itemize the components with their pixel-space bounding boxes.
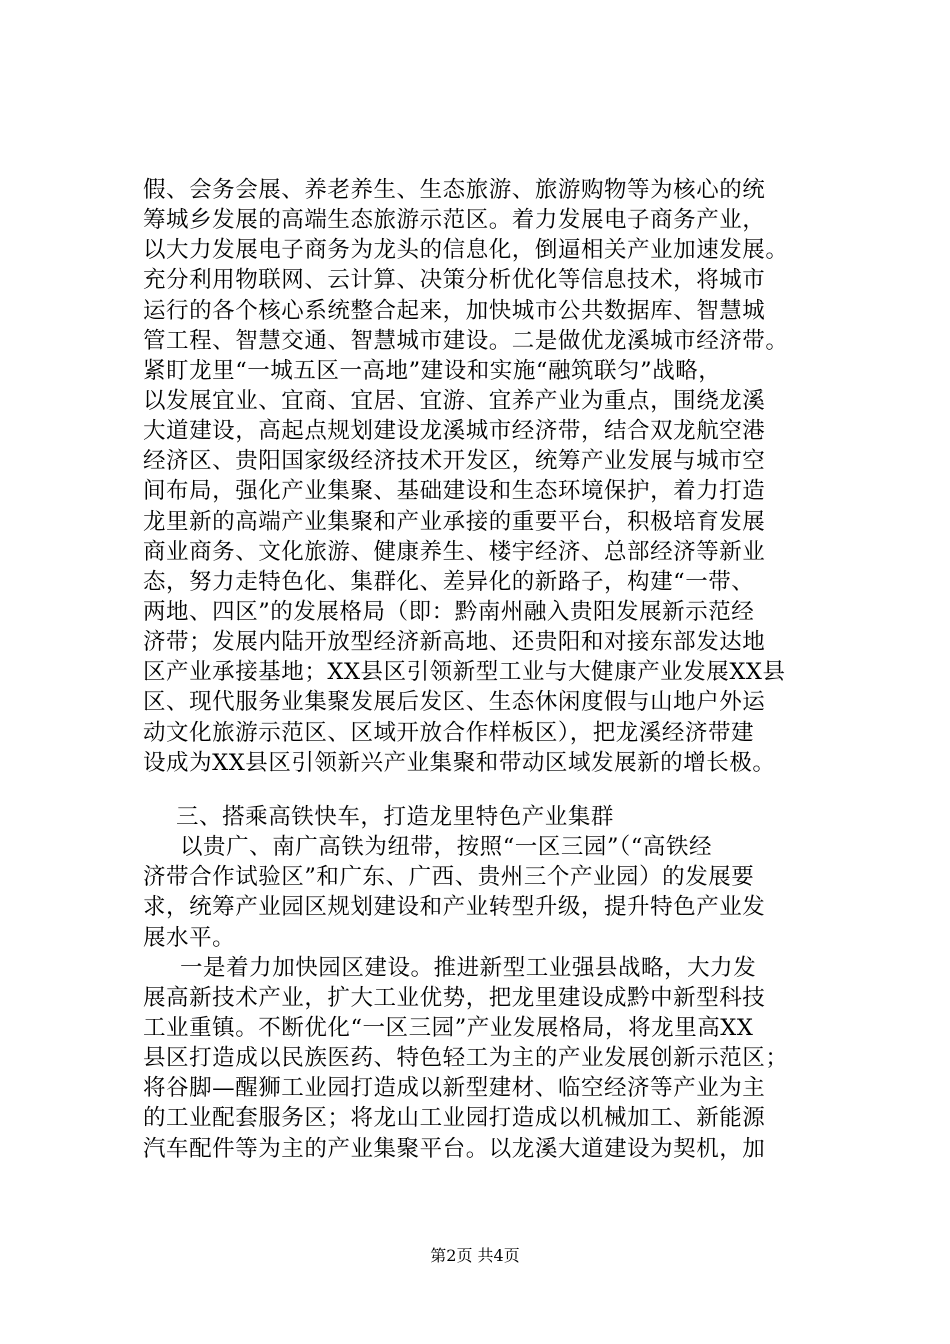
text-line: 展高新技术产业，扩大工业优势，把龙里建设成黔中新型科技 <box>143 985 766 1011</box>
text-line: 态，努力走特色化、集群化、差异化的新路子，构建“一带、 <box>143 569 755 595</box>
text-line: 展水平。 <box>143 925 236 951</box>
text-line: 经济区、贵阳国家级经济技术开发区，统筹产业发展与城市空 <box>143 448 766 474</box>
text-line: 间布局，强化产业集聚、基础建设和生态环境保护，着力打造 <box>143 478 766 504</box>
text-line: 管工程、智慧交通、智慧城市建设。二是做优龙溪城市经济带。 <box>143 328 789 354</box>
page-footer: 第2页 共4页 <box>430 1246 520 1265</box>
text-line: 两地、四区”的发展格局（即：黔南州融入贵阳发展新示范经 <box>143 599 755 625</box>
text-line: 紧盯龙里“一城五区一高地”建设和实施“融筑联匀”战略， <box>143 358 722 384</box>
text-line: 动文化旅游示范区、区域开放合作样板区），把龙溪经济带建 <box>143 720 755 746</box>
text-line: 区产业承接基地；XX县区引领新型工业与大健康产业发展XX县 <box>143 659 786 685</box>
text-line: 济带；发展内陆开放型经济新高地、还贵阳和对接东部发达地 <box>143 629 766 655</box>
text-line: 区、现代服务业集聚发展后发区、生态休闲度假与山地户外运 <box>143 689 766 715</box>
text-line: 假、会务会展、养老养生、生态旅游、旅游购物等为核心的统 <box>143 177 766 203</box>
text-line: 以贵广、南广高铁为纽带，按照“一区三园”（“高铁经 <box>180 834 713 860</box>
text-line: 设成为XX县区引领新兴产业集聚和带动区域发展新的增长极。 <box>143 750 776 776</box>
text-line: 大道建设，高起点规划建设龙溪城市经济带，结合双龙航空港 <box>143 418 766 444</box>
text-line: 求，统筹产业园区规划建设和产业转型升级，提升特色产业发 <box>143 894 766 920</box>
text-line: 汽车配件等为主的产业集聚平台。以龙溪大道建设为契机，加 <box>143 1136 766 1162</box>
text-line: 充分利用物联网、云计算、决策分析优化等信息技术，将城市 <box>143 267 766 293</box>
text-line: 一是着力加快园区建设。推进新型工业强县战略，大力发 <box>180 955 757 981</box>
text-line: 运行的各个核心系统整合起来，加快城市公共数据库、智慧城 <box>143 298 766 324</box>
text-line: 商业商务、文化旅游、健康养生、楼宇经济、总部经济等新业 <box>143 539 766 565</box>
text-line: 工业重镇。不断优化“一区三园”产业发展格局，将龙里高XX <box>143 1015 754 1041</box>
text-line: 县区打造成以民族医药、特色轻工为主的产业发展创新示范区； <box>143 1045 789 1071</box>
section-heading: 三、搭乘高铁快车，打造龙里特色产业集群 <box>176 804 614 830</box>
text-line: 的工业配套服务区；将龙山工业园打造成以机械加工、新能源 <box>143 1105 766 1131</box>
text-line: 以大力发展电子商务为龙头的信息化，倒逼相关产业加速发展。 <box>143 237 789 263</box>
text-line: 济带合作试验区”和广东、广西、贵州三个产业园）的发展要 <box>143 864 755 890</box>
text-line: 以发展宜业、宜商、宜居、宜游、宜养产业为重点，围绕龙溪 <box>143 388 766 414</box>
text-line: 龙里新的高端产业集聚和产业承接的重要平台，积极培育发展 <box>143 509 766 535</box>
text-line: 筹城乡发展的高端生态旅游示范区。着力发展电子商务产业， <box>143 207 766 233</box>
text-line: 将谷脚—醒狮工业园打造成以新型建材、临空经济等产业为主 <box>143 1075 766 1101</box>
